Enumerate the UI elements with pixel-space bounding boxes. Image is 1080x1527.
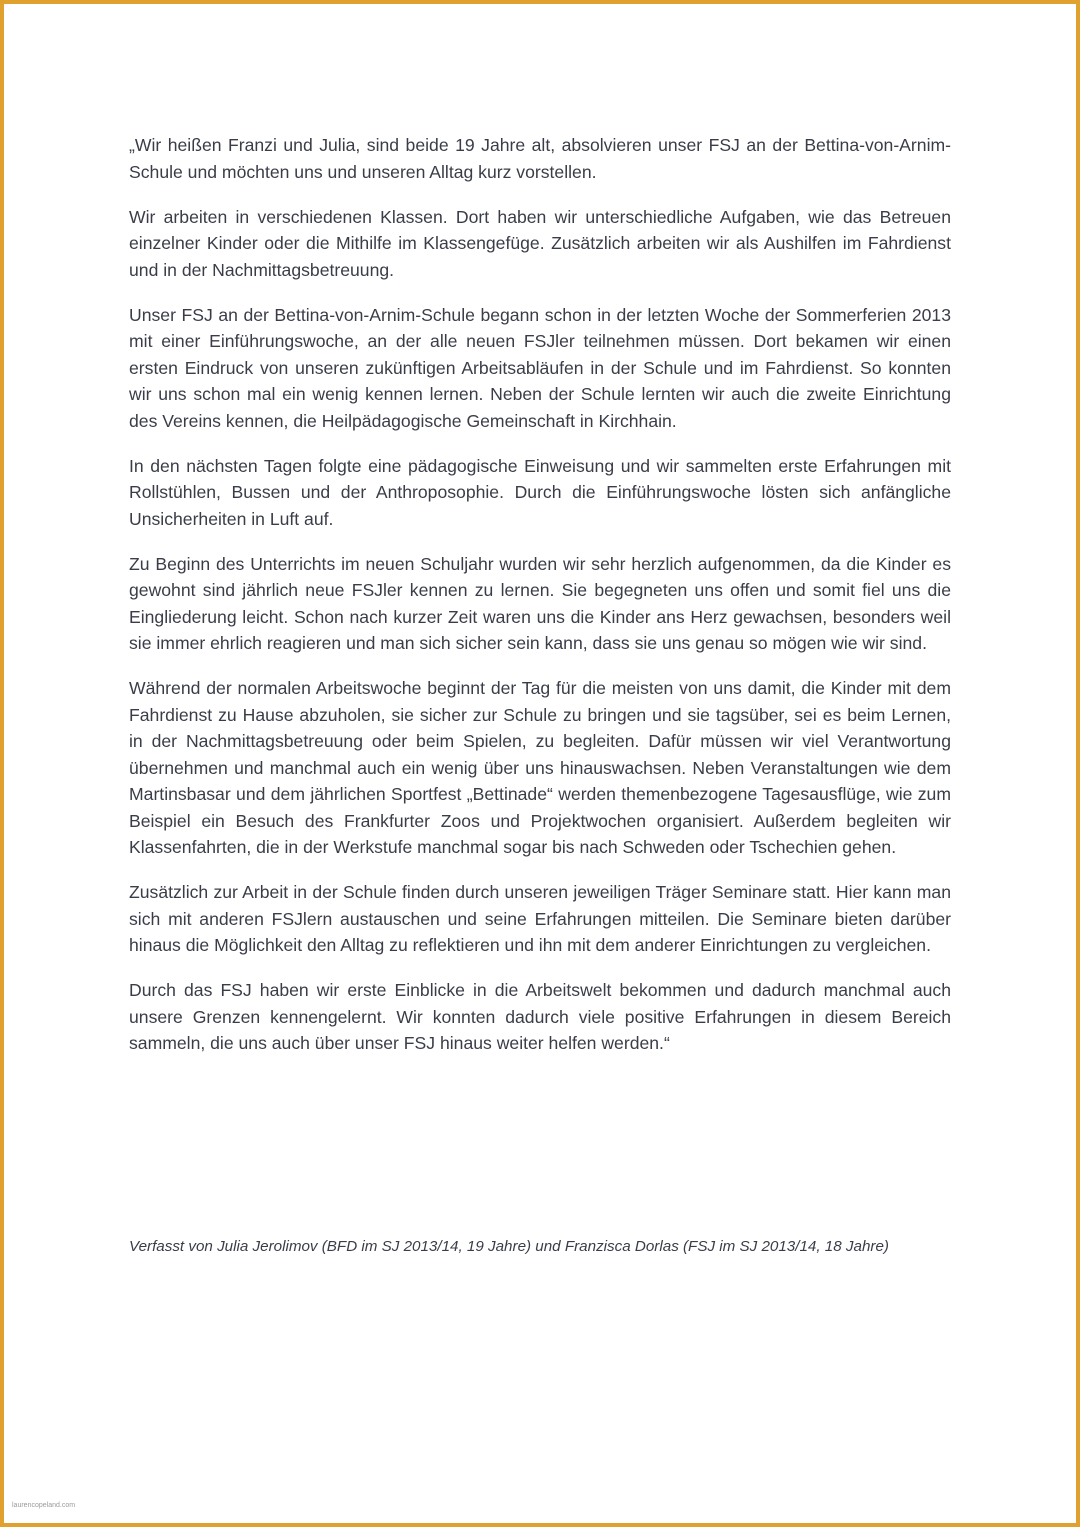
paragraph-introduction-week: In den nächsten Tagen folgte eine pädagogische Einweisung und wir sammelten erste Erfahrungen mit Rollstühlen, Bussen und der Anthroposophie. Durch die Einführungswoche lösten sich anfängliche Unsicherheiten in Luft auf. [129,455,951,529]
paragraph-seminars: Zusätzlich zur Arbeit in der Schule finden durch unseren jeweiligen Träger Seminare statt. Hier kann man sich mit anderen FSJlern austauschen und seine Erfahrungen mitteilen. Die Seminare bieten darüber hinaus die Möglichkeit den Alltag zu reflektieren und ihn mit dem anderer Einrichtungen zu vergleichen. [129,882,951,955]
paragraph-conclusion: Durch das FSJ haben wir erste Einblicke in die Arbeitswelt bekommen und dadurch manchmal auch unsere Grenzen kennengelernt. Wir konnten dadurch viele positive Erfahrungen in diesem Bereich sammeln, die uns auch über unser FSJ hinaus weiter helfen werden.“ [129,980,951,1053]
paragraph-intro: „Wir heißen Franzi und Julia, sind beide 19 Jahre alt, absolvieren unser FSJ an der Bettina-von-Arnim-Schule und möchten uns und unseren Alltag kurz vorstellen. [129,135,951,182]
paragraph-work-week: Während der normalen Arbeitswoche beginnt der Tag für die meisten von uns damit, die Kinder mit dem Fahrdienst zu Hause abzuholen, sie sicher zur Schule zu bringen und sie tagsüber, sei es beim Lernen, in der Nachmittagsbetreuung oder beim Spielen, zu begleiten. Dafür müssen wir viel Verantwortung übernehmen und manchmal auch ein wenig über uns hinauswachsen. Neben Veranstaltungen wie dem Martinsbasar und dem jährlichen Sportfest „Bettinade“ werden themenbezogene Tagesausflüge, wie zum Beispiel ein Besuch des Frankfurter Zoos und Projektwochen organisiert. Außerdem begleiten wir Klassenfahrten, die in der Werkstufe manchmal sogar bis nach Schweden oder Tschechien gehen. [129,678,951,857]
document-body [129,132,951,1075]
author-byline: Verfasst von Julia Jerolimov (BFD im SJ 2013/14, 19 Jahre) und Franzisca Dorlas (FSJ im SJ 2013/14, 18 Jahre) [129,1238,889,1255]
paragraph-start: Unser FSJ an der Bettina-von-Arnim-Schule begann schon in der letzten Woche der Sommerferien 2013 mit einer Einführungswoche, an der alle neuen FSJler teilnehmen müssen. Dort bekamen wir einen ersten Eindruck von unseren zukünftigen Arbeitsabläufen in der Schule und im Fahrdienst. So konnten wir uns schon mal ein wenig kennen lernen. Neben der Schule lernten wir auch die zweite Einrichtung des Vereins kennen, die Heilpädagogische Gemeinschaft in Kirchhain. [129,304,951,431]
watermark-text: laurencopeland.com [12,1502,76,1509]
paragraph-school-year: Zu Beginn des Unterrichts im neuen Schuljahr wurden wir sehr herzlich aufgenommen, da die Kinder es gewohnt sind jährlich neue FSJler kennen zu lernen. Sie begegneten uns offen und somit fiel uns die Eingliederung leicht. Schon nach kurzer Zeit waren uns die Kinder ans Herz gewachsen, besonders weil sie immer ehrlich reagieren und man sich sicher sein kann, dass sie uns genau so mögen wie wir sind. [129,553,951,653]
paragraph-classes: Wir arbeiten in verschiedenen Klassen. Dort haben wir unterschiedliche Aufgaben, wie das Betreuen einzelner Kinder oder die Mithilfe im Klassengefüge. Zusätzlich arbeiten wir als Aushilfen im Fahrdienst und in der Nachmittagsbetreuung. [129,206,951,280]
